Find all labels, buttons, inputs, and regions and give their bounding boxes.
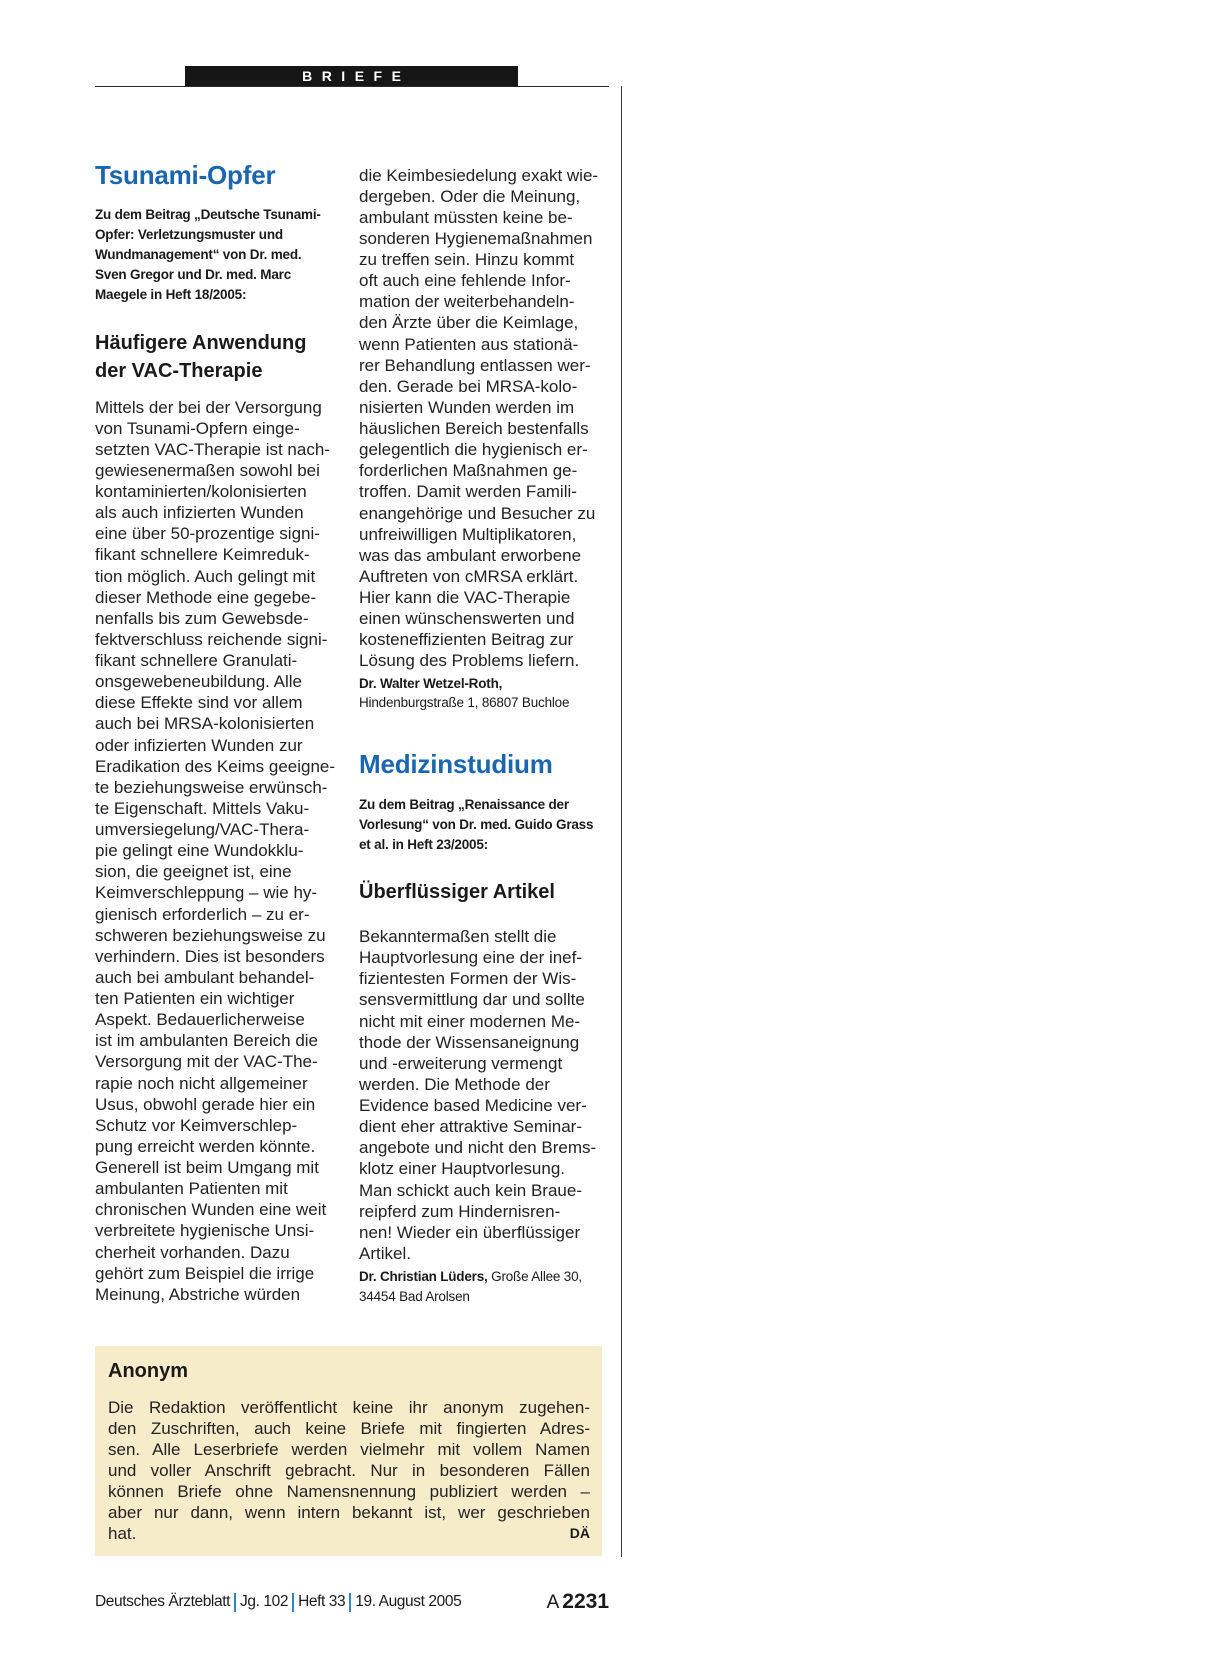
text-line: setzten VAC-Therapie ist nach-: [95, 439, 330, 459]
reference-line: Wundmanagement“ von Dr. med.: [95, 247, 302, 263]
text-line: sonderen Hygienemaßnahmen: [359, 228, 593, 248]
topic-title: Tsunami-Opfer: [95, 160, 276, 190]
text-line: Schutz vor Keimverschlep-: [95, 1115, 298, 1135]
text-line: gehört zum Beispiel die irrige: [95, 1263, 315, 1283]
text-line: Bekanntermaßen stellt die: [359, 927, 557, 946]
text-line: chronischen Wunden eine weit: [95, 1200, 327, 1220]
text-line: den Zuschriften, auch keine Briefe mit fingierten Adres-: [108, 1418, 590, 1438]
article-reference: [359, 795, 609, 855]
text-line: Mittels der bei der Versorgung: [95, 397, 322, 417]
text-line: verbreitete hygienische Unsi-: [95, 1221, 315, 1241]
text-line: tion möglich. Auch gelingt mit: [95, 566, 316, 586]
text-line: eine über 50-prozentige signi-: [95, 524, 320, 544]
text-line: die Keimbesiedelung exakt wie-: [359, 165, 599, 185]
column-rule: [621, 86, 622, 1557]
letter-headline: Überflüssiger Artikel: [359, 881, 555, 903]
text-line: te Eigenschaft. Mittels Vaku-: [95, 798, 310, 818]
text-line: oft auch eine fehlende Infor-: [359, 271, 571, 291]
text-line: aber nur dann, wenn intern bekannt ist, wer geschrieben: [108, 1502, 590, 1522]
text-line: Generell ist beim Umgang mit: [95, 1158, 319, 1177]
footer-separator: [349, 1593, 351, 1612]
text-line: Evidence based Medicine ver-: [359, 1096, 587, 1115]
author-signature: [359, 674, 609, 694]
text-line: ambulant müssten keine be-: [359, 207, 573, 227]
headline-line: Häufigere Anwendung: [95, 332, 307, 354]
author-name: Dr. Christian Lüders,: [359, 1269, 488, 1284]
topic-title: Medizinstudium: [359, 749, 553, 779]
text-line: nicht mit einer modernen Me-: [359, 1011, 581, 1031]
footer-separator: [234, 1593, 236, 1612]
text-line: zu treffen sein. Hinzu kommt: [359, 250, 575, 269]
text-line: als auch infizierten Wunden: [95, 503, 304, 523]
text-line: troffen. Damit werden Famili-: [359, 482, 577, 502]
section-label: BRIEFE: [302, 68, 411, 84]
reference-line: Vorlesung“ von Dr. med. Guido Grass: [359, 817, 594, 833]
text-line: fikant schnellere Keimreduk-: [95, 545, 310, 565]
text-line: sensvermittlung dar und sollte: [359, 990, 585, 1010]
section-header-bar: [185, 66, 518, 86]
text-line: umversiegelung/VAC-Thera-: [95, 820, 310, 839]
text-line: fektverschluss reichende signi-: [95, 629, 328, 649]
letter-body: [359, 926, 609, 1264]
text-line: kosteneffizienten Beitrag zur: [359, 630, 574, 650]
text-line: enangehörige und Besucher zu: [359, 503, 596, 523]
author-address: 34454 Bad Arolsen: [359, 1289, 470, 1304]
text-line: und voller Anschrift gebracht. Nur in besonderen Fällen: [108, 1460, 590, 1480]
text-line: rer Behandlung entlassen wer-: [359, 355, 591, 375]
text-line: sen. Alle Leserbriefe werden vielmehr mit vollem Namen: [108, 1439, 590, 1459]
text-line: ten Patienten ein wichtiger: [95, 989, 295, 1008]
text-line: sion, die geeignet ist, eine: [95, 862, 292, 882]
text-line: Lösung des Problems liefern.: [359, 651, 580, 671]
text-line: rapie noch nicht allgemeiner: [95, 1073, 308, 1093]
page-number: [547, 1588, 609, 1616]
text-line: Keimverschleppung – wie hy-: [95, 883, 318, 903]
text-line: Auftreten von cMRSA erklärt.: [359, 566, 579, 586]
author-address: Große Allee 30,: [491, 1269, 582, 1284]
text-line: fizientesten Formen der Wis-: [359, 969, 577, 989]
text-line: te beziehungsweise erwünsch-: [95, 777, 328, 797]
text-line: wenn Patienten aus stationä-: [359, 334, 579, 354]
letter-body: [95, 397, 343, 1305]
article-reference: [95, 205, 343, 305]
text-line: forderlichen Maßnahmen ge-: [359, 461, 578, 481]
text-line: Aspekt. Bedauerlicherweise: [95, 1010, 305, 1030]
text-line: dieser Methode eine gegebe-: [95, 587, 317, 607]
text-line: Meinung, Abstriche würden: [95, 1284, 301, 1304]
text-line: ist im ambulanten Bereich die: [95, 1031, 319, 1051]
issue-date: 19. August 2005: [355, 1593, 462, 1610]
reference-line: Opfer: Verletzungsmuster und: [95, 227, 283, 243]
text-line: nen! Wieder ein überflüssiger: [359, 1222, 581, 1242]
text-line: oder infizierten Wunden zur: [95, 735, 303, 755]
text-line: Hier kann die VAC-Therapie: [359, 588, 571, 607]
letter-body-continued: [359, 165, 609, 672]
text-line: gienisch erforderlich – zu er-: [95, 904, 310, 924]
text-line: nisierten Wunden werden im: [359, 397, 575, 417]
text-line: Die Redaktion veröffentlicht keine ihr anonym zugehen-: [108, 1397, 590, 1417]
letter-headline: [95, 330, 343, 385]
journal-name: Deutsches Ärzteblatt: [95, 1593, 231, 1610]
notice-title: Anonym: [108, 1360, 188, 1382]
reference-line: et al. in Heft 23/2005:: [359, 837, 488, 853]
reference-line: Maegele in Heft 18/2005:: [95, 287, 247, 303]
text-line: können Briefe ohne Namensnennung publiziert werden –: [108, 1481, 590, 1501]
text-line: auch bei MRSA-kolonisierten: [95, 714, 315, 734]
notice-text: [108, 1397, 590, 1544]
text-line: was das ambulant erworbene: [359, 545, 582, 565]
reference-line: Sven Gregor und Dr. med. Marc: [95, 267, 292, 283]
text-line: diese Effekte sind vor allem: [95, 693, 303, 713]
text-line: gelegentlich die hygienisch er-: [359, 440, 588, 460]
text-line: den. Gerade bei MRSA-kolo-: [359, 376, 578, 396]
text-line: kontaminierten/kolonisierten: [95, 482, 307, 501]
page-number-value: 2231: [562, 1590, 609, 1613]
author-signature: [359, 1267, 609, 1287]
author-address: Hindenburgstraße 1, 86807 Buchloe: [359, 695, 570, 710]
text-line: cherheit vorhanden. Dazu: [95, 1242, 290, 1262]
footer-citation: [95, 1590, 461, 1614]
text-line: pung erreicht werden könnte.: [95, 1136, 316, 1156]
text-line: hat.: [108, 1523, 137, 1543]
text-line: auch bei ambulant behandel-: [95, 967, 315, 987]
footer-separator: [292, 1593, 294, 1612]
text-line: reipferd zum Hindernisren-: [359, 1201, 561, 1221]
reference-line: Zu dem Beitrag „Renaissance der: [359, 797, 569, 812]
text-line: einen wünschenswerten und: [359, 609, 575, 629]
text-line: schweren beziehungsweise zu: [95, 925, 326, 945]
text-line: onsgewebeneubildung. Alle: [95, 672, 303, 692]
text-line: häuslichen Bereich bestenfalls: [359, 419, 589, 438]
text-line: Usus, obwohl gerade hier ein: [95, 1094, 316, 1114]
text-line: werden. Die Methode der: [359, 1074, 550, 1094]
text-line: und -erweiterung vermengt: [359, 1053, 563, 1073]
text-line: den Ärzte über die Keimlage,: [359, 313, 579, 333]
journal-volume: Jg. 102: [240, 1593, 289, 1610]
notice-signoff: DÄ: [569, 1524, 590, 1541]
text-line: Man schickt auch kein Braue-: [359, 1180, 582, 1200]
text-line: gewiesenermaßen sowohl bei: [95, 460, 320, 480]
page-prefix: A: [546, 1592, 560, 1613]
author-name: Dr. Walter Wetzel-Roth,: [359, 676, 503, 691]
text-line: klotz einer Hauptvorlesung.: [359, 1159, 566, 1179]
text-line: thode der Wissensaneignung: [359, 1032, 580, 1052]
text-line: angebote und nicht den Brems-: [359, 1138, 597, 1158]
journal-issue: Heft 33: [298, 1593, 346, 1610]
text-line: fikant schnellere Granulati-: [95, 651, 298, 670]
text-line: Artikel.: [359, 1243, 411, 1263]
text-line: mation der weiterbehandeln-: [359, 292, 575, 312]
text-line: Versorgung mit der VAC-The-: [95, 1052, 318, 1072]
text-line: pie gelingt eine Wundokklu-: [95, 841, 304, 861]
text-line: ambulanten Patienten mit: [95, 1179, 288, 1199]
header-rule: [95, 86, 609, 87]
text-line: dergeben. Oder die Meinung,: [359, 186, 581, 206]
text-line: verhindern. Dies ist besonders: [95, 946, 325, 966]
text-line: nenfalls bis zum Gewebsde-: [95, 608, 309, 628]
headline-line: der VAC-Therapie: [95, 359, 263, 382]
reference-line: Zu dem Beitrag „Deutsche Tsunami-: [95, 207, 321, 222]
text-line: Hauptvorlesung eine der inef-: [359, 948, 583, 968]
text-line: dient eher attraktive Seminar-: [359, 1117, 582, 1137]
text-line: Eradikation des Keims geeigne-: [95, 756, 336, 776]
text-line: unfreiwilligen Multiplikatoren,: [359, 524, 577, 544]
text-line: von Tsunami-Opfern einge-: [95, 418, 300, 438]
